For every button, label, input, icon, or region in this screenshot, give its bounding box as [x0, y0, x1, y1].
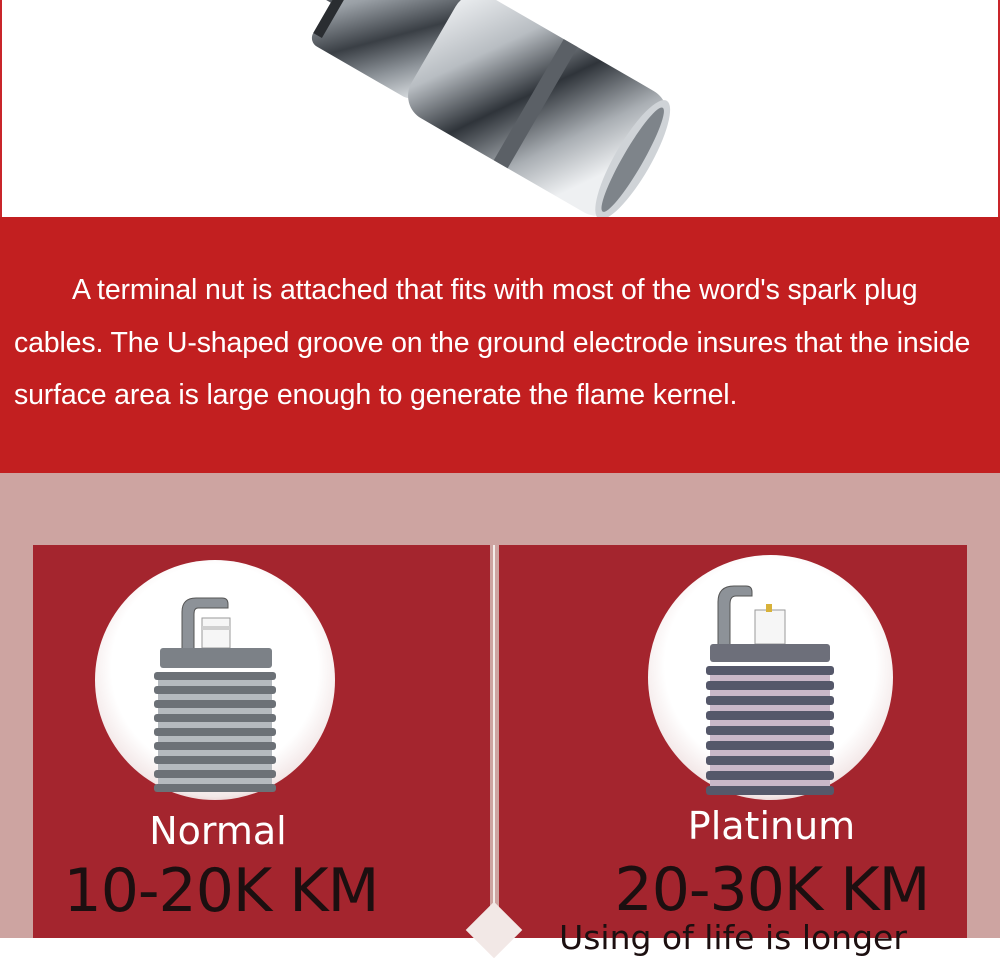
platinum-spark-plug-icon: [700, 580, 840, 800]
terminal-nut-photo: [0, 0, 1000, 217]
terminal-nut-illustration: [2, 0, 1000, 217]
description-text: A terminal nut is attached that fits with most of the word's spark plug cables. The U-shaped groove on the ground electrode insures that the inside surface area is large enough to generate the flame kernel.: [14, 274, 971, 411]
platinum-label: Platinum: [687, 804, 856, 848]
platinum-life-caption: Using of life is longer: [559, 918, 907, 957]
normal-distance: 10-20K KM: [63, 856, 379, 926]
normal-label: Normal: [149, 809, 287, 853]
platinum-distance: 20-30K KM: [614, 855, 930, 925]
normal-spark-plug-icon: [140, 590, 290, 800]
panel-divider-line: [493, 545, 495, 938]
